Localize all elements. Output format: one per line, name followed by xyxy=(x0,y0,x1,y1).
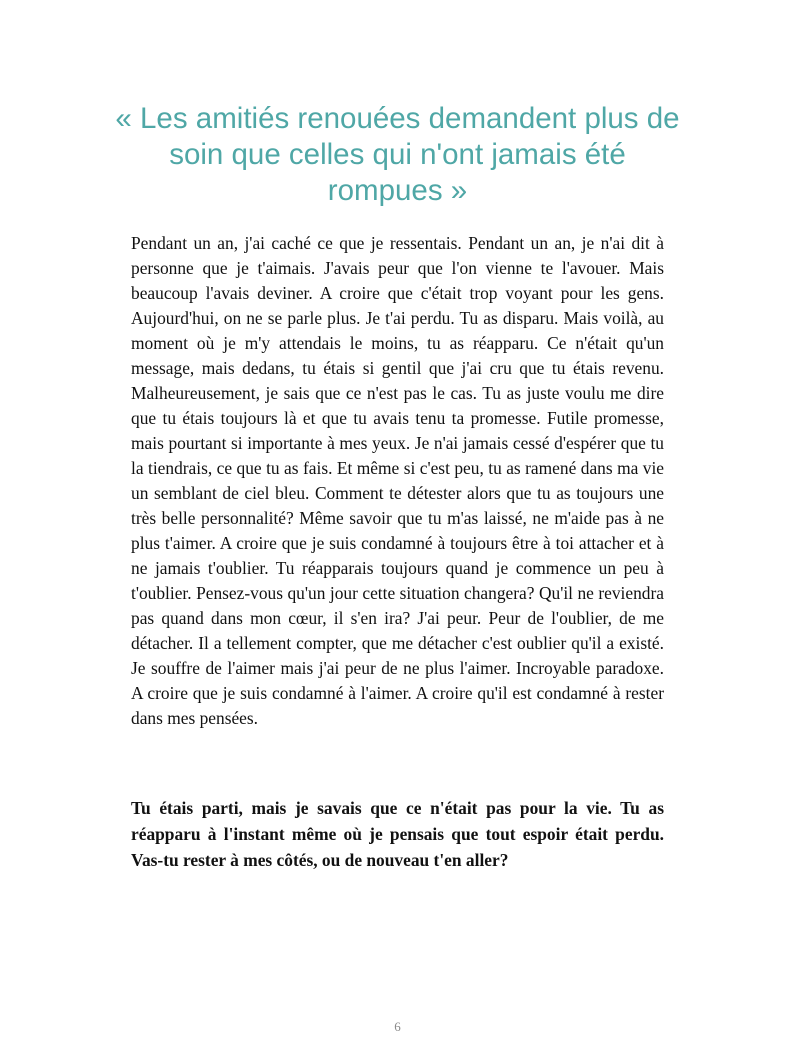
closing-paragraph: Tu étais parti, mais je savais que ce n'était pas pour la vie. Tu as réapparu à l'instant même où je pensais que tout espoir était perdu. Vas-tu rester à mes côtés, ou de nouveau t'en aller? xyxy=(131,798,664,870)
page-title: « Les amitiés renouées demandent plus de soin que celles qui n'ont jamais été rompues » xyxy=(115,102,680,207)
main-paragraph: Pendant un an, j'ai caché ce que je ressentais. Pendant un an, je n'ai dit à personne que je t'aimais. J'avais peur que l'on vienne te l'avouer. Mais beaucoup l'avais deviner. A croire que c'était trop voyant pour les gens. Aujourd'hui, on ne se parle plus. Je t'ai perdu. Tu as disparu. Mais voilà, au moment où je m'y attendais le moins, tu as réapparu. Ce n'était qu'un message, mais dedans, tu étais si gentil que j'ai cru que tu étais revenu. Malheureusement, je sais que ce n'est pas le cas. Tu as juste voulu me dire que tu étais toujours là et que tu avais tenu ta promesse. Futile promesse, mais pourtant si importante à mes yeux. Je n'ai jamais cessé d'espérer que tu la tiendrais, ce que tu as fais. Et même si c'est peu, tu as ramené dans ma vie un semblant de ciel bleu. Comment te détester alors que tu as toujours une très belle personnalité? Même savoir que tu m'as laissé, ne m'aide pas à ne plus t'aimer. A croire que je suis condamné à toujours être à toi attacher et à ne jamais t'oublier. Tu réapparais toujours quand je commence un peu à t'oublier. Pensez-vous qu'un jour cette situation changera? Qu'il ne reviendra pas quand dans mon cœur, il s'en ira? J'ai peur. Peur de l'oublier, de me détacher. Il a tellement compter, que me détacher c'est oublier qu'il a existé. Je souffre de l'aimer mais j'ai peur de ne plus l'aimer. Incroyable paradoxe. A croire que je suis condamné à l'aimer. A croire qu'il est condamné à rester dans mes pensées. xyxy=(131,233,664,728)
page-number: 6 xyxy=(394,1019,401,1034)
